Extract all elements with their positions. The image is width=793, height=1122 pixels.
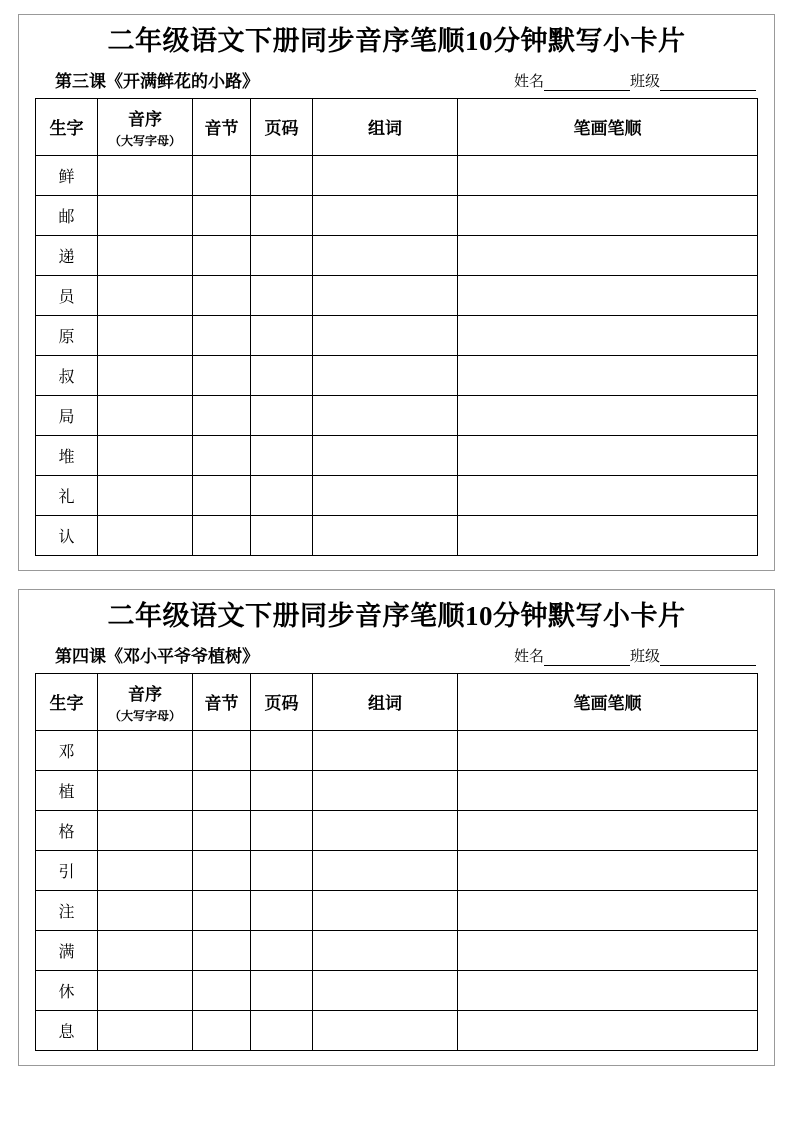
cell-page[interactable]	[251, 315, 313, 355]
worksheet-card-1	[18, 14, 775, 571]
cell-character: 注	[36, 890, 98, 930]
cell-page[interactable]	[251, 195, 313, 235]
table-row	[36, 435, 758, 475]
cell-strokes[interactable]	[458, 770, 758, 810]
cell-character: 邮	[36, 195, 98, 235]
cell-syllable[interactable]	[193, 850, 251, 890]
cell-words[interactable]	[313, 515, 458, 555]
cell-initial[interactable]	[98, 475, 193, 515]
table-row	[36, 275, 758, 315]
table-row	[36, 970, 758, 1010]
column-header-page	[251, 673, 313, 730]
cell-strokes[interactable]	[458, 930, 758, 970]
cell-initial[interactable]	[98, 235, 193, 275]
cell-syllable[interactable]	[193, 890, 251, 930]
cell-initial[interactable]	[98, 315, 193, 355]
cell-strokes[interactable]	[458, 850, 758, 890]
cell-syllable[interactable]	[193, 275, 251, 315]
cell-strokes[interactable]	[458, 890, 758, 930]
cell-syllable[interactable]	[193, 395, 251, 435]
column-header-initial	[98, 98, 193, 155]
column-header-label: 组词	[368, 694, 402, 713]
cell-words[interactable]	[313, 770, 458, 810]
column-header-character	[36, 98, 98, 155]
table-header-row	[36, 98, 758, 155]
name-input-blank[interactable]	[544, 650, 630, 666]
table-body-2	[36, 730, 758, 1050]
cell-initial[interactable]	[98, 435, 193, 475]
cell-initial[interactable]	[98, 890, 193, 930]
class-input-blank[interactable]	[660, 650, 756, 666]
cell-initial[interactable]	[98, 770, 193, 810]
cell-initial[interactable]	[98, 930, 193, 970]
cell-initial[interactable]	[98, 395, 193, 435]
cell-strokes[interactable]	[458, 195, 758, 235]
table-row	[36, 195, 758, 235]
student-info-fields	[514, 70, 758, 92]
card-subheader	[35, 642, 758, 667]
cell-strokes[interactable]	[458, 395, 758, 435]
cell-page[interactable]	[251, 395, 313, 435]
cell-page[interactable]	[251, 475, 313, 515]
cell-syllable[interactable]	[193, 475, 251, 515]
cell-words[interactable]	[313, 730, 458, 770]
column-header-character	[36, 673, 98, 730]
cell-words[interactable]	[313, 275, 458, 315]
cell-initial[interactable]	[98, 810, 193, 850]
card-subheader	[35, 67, 758, 92]
cell-words[interactable]	[313, 475, 458, 515]
cell-page[interactable]	[251, 155, 313, 195]
cell-initial[interactable]	[98, 1010, 193, 1050]
table-body-1	[36, 155, 758, 555]
lesson-title: 第四课《邓小平爷爷植树》	[55, 646, 259, 666]
cell-character: 认	[36, 515, 98, 555]
column-header-label: 音节	[204, 694, 239, 713]
cell-strokes[interactable]	[458, 515, 758, 555]
cell-syllable[interactable]	[193, 515, 251, 555]
cell-syllable[interactable]	[193, 970, 251, 1010]
cell-character: 邓	[36, 730, 98, 770]
cell-words[interactable]	[313, 395, 458, 435]
cell-strokes[interactable]	[458, 275, 758, 315]
cell-strokes[interactable]	[458, 355, 758, 395]
table-row	[36, 395, 758, 435]
name-label: 姓名	[513, 73, 544, 90]
cell-strokes[interactable]	[458, 810, 758, 850]
name-input-blank[interactable]	[544, 75, 630, 91]
column-header-label: 页码	[264, 119, 299, 139]
cell-page[interactable]	[251, 930, 313, 970]
cell-words[interactable]	[313, 315, 458, 355]
column-header-sublabel: （大写字母）	[108, 133, 181, 148]
table-row	[36, 475, 758, 515]
column-header-words	[313, 98, 458, 155]
cell-character: 鲜	[36, 155, 98, 195]
cell-words[interactable]	[313, 850, 458, 890]
class-label: 班级	[629, 73, 660, 90]
table-row	[36, 890, 758, 930]
cell-words[interactable]	[313, 195, 458, 235]
column-header-sublabel: （大写字母）	[108, 708, 181, 723]
cell-syllable[interactable]	[193, 155, 251, 195]
cell-character: 格	[36, 810, 98, 850]
cell-syllable[interactable]	[193, 315, 251, 355]
column-header-label: 笔画笔顺	[573, 694, 642, 713]
cell-page[interactable]	[251, 730, 313, 770]
cell-character: 叔	[36, 355, 98, 395]
cell-character: 息	[36, 1010, 98, 1050]
cell-syllable[interactable]	[193, 810, 251, 850]
cell-page[interactable]	[251, 515, 313, 555]
name-label: 姓名	[513, 648, 544, 665]
card-title: 二年级语文下册同步音序笔顺10分钟默写小卡片	[107, 26, 686, 56]
cell-strokes[interactable]	[458, 970, 758, 1010]
cell-syllable[interactable]	[193, 195, 251, 235]
cell-syllable[interactable]	[193, 770, 251, 810]
cell-initial[interactable]	[98, 195, 193, 235]
cell-page[interactable]	[251, 810, 313, 850]
cell-page[interactable]	[251, 850, 313, 890]
cell-syllable[interactable]	[193, 730, 251, 770]
column-header-label: 生字	[49, 694, 84, 713]
column-header-label: 音节	[204, 119, 239, 139]
cell-syllable[interactable]	[193, 930, 251, 970]
table-row	[36, 355, 758, 395]
table-header-row	[36, 673, 758, 730]
column-header-initial	[98, 673, 193, 730]
table-row	[36, 730, 758, 770]
class-label: 班级	[629, 648, 660, 665]
cell-page[interactable]	[251, 1010, 313, 1050]
column-header-label: 音序	[128, 684, 162, 704]
cell-page[interactable]	[251, 275, 313, 315]
cell-strokes[interactable]	[458, 1010, 758, 1050]
cell-character: 原	[36, 315, 98, 355]
cell-page[interactable]	[251, 355, 313, 395]
cell-syllable[interactable]	[193, 435, 251, 475]
worksheet-card-2	[18, 589, 775, 1066]
cell-words[interactable]	[313, 155, 458, 195]
cell-character: 递	[36, 235, 98, 275]
cell-words[interactable]	[313, 235, 458, 275]
table-row	[36, 770, 758, 810]
cell-character: 堆	[36, 435, 98, 475]
cell-initial[interactable]	[98, 730, 193, 770]
cell-words[interactable]	[313, 1010, 458, 1050]
table-row	[36, 235, 758, 275]
cell-words[interactable]	[313, 435, 458, 475]
cell-strokes[interactable]	[458, 435, 758, 475]
table-row	[36, 930, 758, 970]
table-row	[36, 810, 758, 850]
cell-strokes[interactable]	[458, 235, 758, 275]
cell-initial[interactable]	[98, 355, 193, 395]
column-header-label: 组词	[368, 119, 402, 139]
cell-words[interactable]	[313, 355, 458, 395]
cell-initial[interactable]	[98, 850, 193, 890]
column-header-label: 生字	[49, 119, 84, 139]
cell-strokes[interactable]	[458, 315, 758, 355]
column-header-syllable	[193, 98, 251, 155]
table-row	[36, 155, 758, 195]
cell-character: 满	[36, 930, 98, 970]
cell-page[interactable]	[251, 435, 313, 475]
column-header-syllable	[193, 673, 251, 730]
character-table-1	[35, 98, 758, 556]
cell-character: 植	[36, 770, 98, 810]
cell-words[interactable]	[313, 970, 458, 1010]
table-row	[36, 1010, 758, 1050]
cell-character: 员	[36, 275, 98, 315]
cell-character: 引	[36, 850, 98, 890]
cell-words[interactable]	[313, 930, 458, 970]
cell-character: 礼	[36, 475, 98, 515]
class-input-blank[interactable]	[660, 75, 756, 91]
cell-initial[interactable]	[98, 515, 193, 555]
cell-syllable[interactable]	[193, 355, 251, 395]
table-row	[36, 315, 758, 355]
cell-strokes[interactable]	[458, 475, 758, 515]
table-row	[36, 850, 758, 890]
cell-syllable[interactable]	[193, 235, 251, 275]
cell-character: 休	[36, 970, 98, 1010]
cell-initial[interactable]	[98, 275, 193, 315]
column-header-label: 音序	[128, 109, 162, 129]
cell-page[interactable]	[251, 235, 313, 275]
cell-strokes[interactable]	[458, 730, 758, 770]
table-row	[36, 515, 758, 555]
column-header-page	[251, 98, 313, 155]
cell-page[interactable]	[251, 970, 313, 1010]
column-header-strokes	[458, 673, 758, 730]
cell-initial[interactable]	[98, 155, 193, 195]
student-info-fields	[514, 645, 758, 667]
column-header-strokes	[458, 98, 758, 155]
cell-words[interactable]	[313, 810, 458, 850]
cell-page[interactable]	[251, 770, 313, 810]
column-header-label: 页码	[264, 694, 299, 713]
cell-initial[interactable]	[98, 970, 193, 1010]
column-header-words	[313, 673, 458, 730]
cell-character: 局	[36, 395, 98, 435]
card-title: 二年级语文下册同步音序笔顺10分钟默写小卡片	[107, 600, 686, 631]
lesson-title: 第三课《开满鲜花的小路》	[55, 71, 259, 91]
cell-syllable[interactable]	[193, 1010, 251, 1050]
cell-words[interactable]	[313, 890, 458, 930]
column-header-label: 笔画笔顺	[573, 119, 642, 139]
character-table-2	[35, 673, 758, 1051]
cell-page[interactable]	[251, 890, 313, 930]
cell-strokes[interactable]	[458, 155, 758, 195]
